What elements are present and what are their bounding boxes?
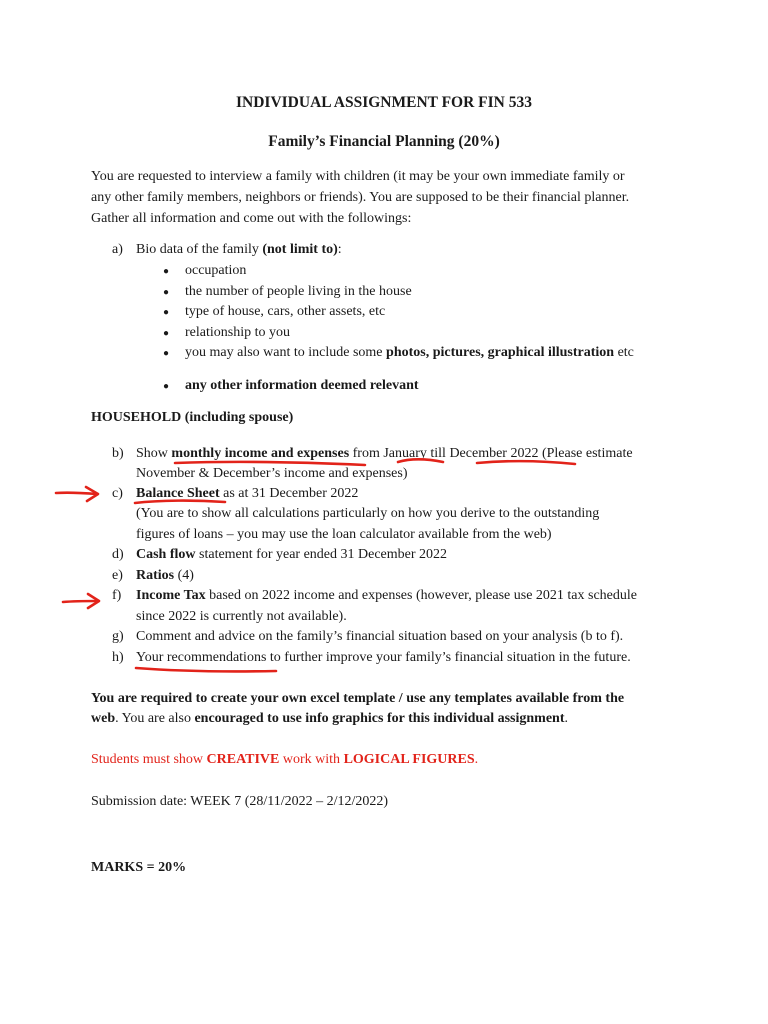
item-e-text [136,568,194,584]
item-c-bold: Balance Sheet [136,486,220,501]
item-d-text [136,547,447,563]
creative-note [91,752,478,768]
household-heading [91,410,293,426]
intro-line-2: any other family members, neighbors or friends). You are supposed to be their financial planner. [91,190,630,205]
page-title: INDIVIDUAL ASSIGNMENT FOR FIN 533 [236,94,532,111]
item-b-pre: Show [136,446,172,461]
excel-note-bold-1: You are required to create your own excel template / use any templates available from the [91,691,625,706]
item-c-text [136,486,358,502]
bullet-icon: ● [163,287,170,298]
item-c-label: c) [112,486,123,501]
item-b-label: b) [112,446,124,461]
item-b-line-2: November & December’s income and expenses) [136,466,408,481]
arrow-f-icon [63,594,99,608]
page-subtitle: Family’s Financial Planning (20%) [268,133,500,150]
item-c-line-2: (You are to show all calculations particularly on how you derive to the outstanding [136,506,600,521]
bullet-photos-post: etc [614,345,634,360]
arrow-c-icon [56,487,98,501]
item-c-line-3: figures of loans – you may use the loan calculator available from the web) [136,527,552,542]
item-e-rest: (4) [174,568,194,583]
item-d-rest: statement for year ended 31 December 2022 [195,547,448,562]
item-f-line-2: since 2022 is currently not available). [136,609,347,624]
item-h-label: h) [112,650,124,665]
intro-line-1: You are requested to interview a family with children (it may be your own immediate family or [91,169,625,184]
item-b-text [136,446,633,462]
bullet-other-info [185,378,419,394]
item-a-plain: Bio data of the family [136,242,263,257]
underline-monthly-income [175,462,365,465]
bullet-other-info-bold: any other information deemed relevant [185,378,419,393]
creative-end: . [474,752,479,767]
excel-note-line-1 [91,691,624,707]
bullet-occupation: occupation [185,263,247,278]
item-a-label: a) [112,242,123,257]
bullet-house: type of house, cars, other assets, etc [185,304,386,319]
bullet-icon: ● [163,266,170,277]
item-e-label: e) [112,568,123,583]
item-a-bold: (not limit to) [262,242,338,257]
item-a-text [136,242,342,258]
item-f-bold: Income Tax [136,588,206,603]
bullet-photos-bold: photos, pictures, graphical illustration [386,345,615,360]
excel-note-bold-3: encouraged to use info graphics for this individual assignment [194,711,565,726]
bullet-photos-pre: you may also want to include some [185,345,387,360]
bullet-icon: ● [163,381,170,392]
bullet-icon: ● [163,348,170,359]
bullet-icon: ● [163,307,170,318]
item-g-label: g) [112,629,124,644]
item-b-mid: from January till December 2022 (Please estimate [349,446,633,461]
intro-line-3: Gather all information and come out with the followings: [91,211,412,226]
marks-bold: MARKS = 20% [91,860,187,875]
item-d-bold: Cash flow [136,547,196,562]
bullet-photos [185,345,634,361]
item-a-tail: : [337,242,342,257]
creative-pre: Students must show [91,752,207,767]
bullet-relationship: relationship to you [185,325,290,340]
marks [91,860,186,876]
item-d-label: d) [112,547,124,562]
item-f-label: f) [112,588,122,603]
creative-bold-1: CREATIVE [206,752,280,767]
household-heading-text: HOUSEHOLD (including spouse) [91,410,294,425]
item-f-text [136,588,637,604]
bullet-people: the number of people living in the house [185,284,412,299]
creative-bold-2: LOGICAL FIGURES [343,752,475,767]
item-f-rest: based on 2022 income and expenses (however, please use 2021 tax schedule [205,588,637,603]
creative-mid: work with [279,752,344,767]
excel-note-line-2 [91,711,568,727]
bullet-icon: ● [163,328,170,339]
item-c-rest: as at 31 December 2022 [219,486,359,501]
excel-note-mid: . You are also [115,711,195,726]
item-e-bold: Ratios [136,568,175,583]
submission-date: Submission date: WEEK 7 (28/11/2022 – 2/12/2022) [91,794,389,809]
excel-note-end: . [564,711,568,726]
excel-note-bold-2: web [91,711,116,726]
item-b-bold: monthly income and expenses [171,446,350,461]
item-h-text: Your recommendations to further improve your family’s financial situation in the future. [136,650,631,665]
item-g-text: Comment and advice on the family’s financial situation based on your analysis (b to f). [136,629,624,644]
underline-recommendations [136,668,276,671]
